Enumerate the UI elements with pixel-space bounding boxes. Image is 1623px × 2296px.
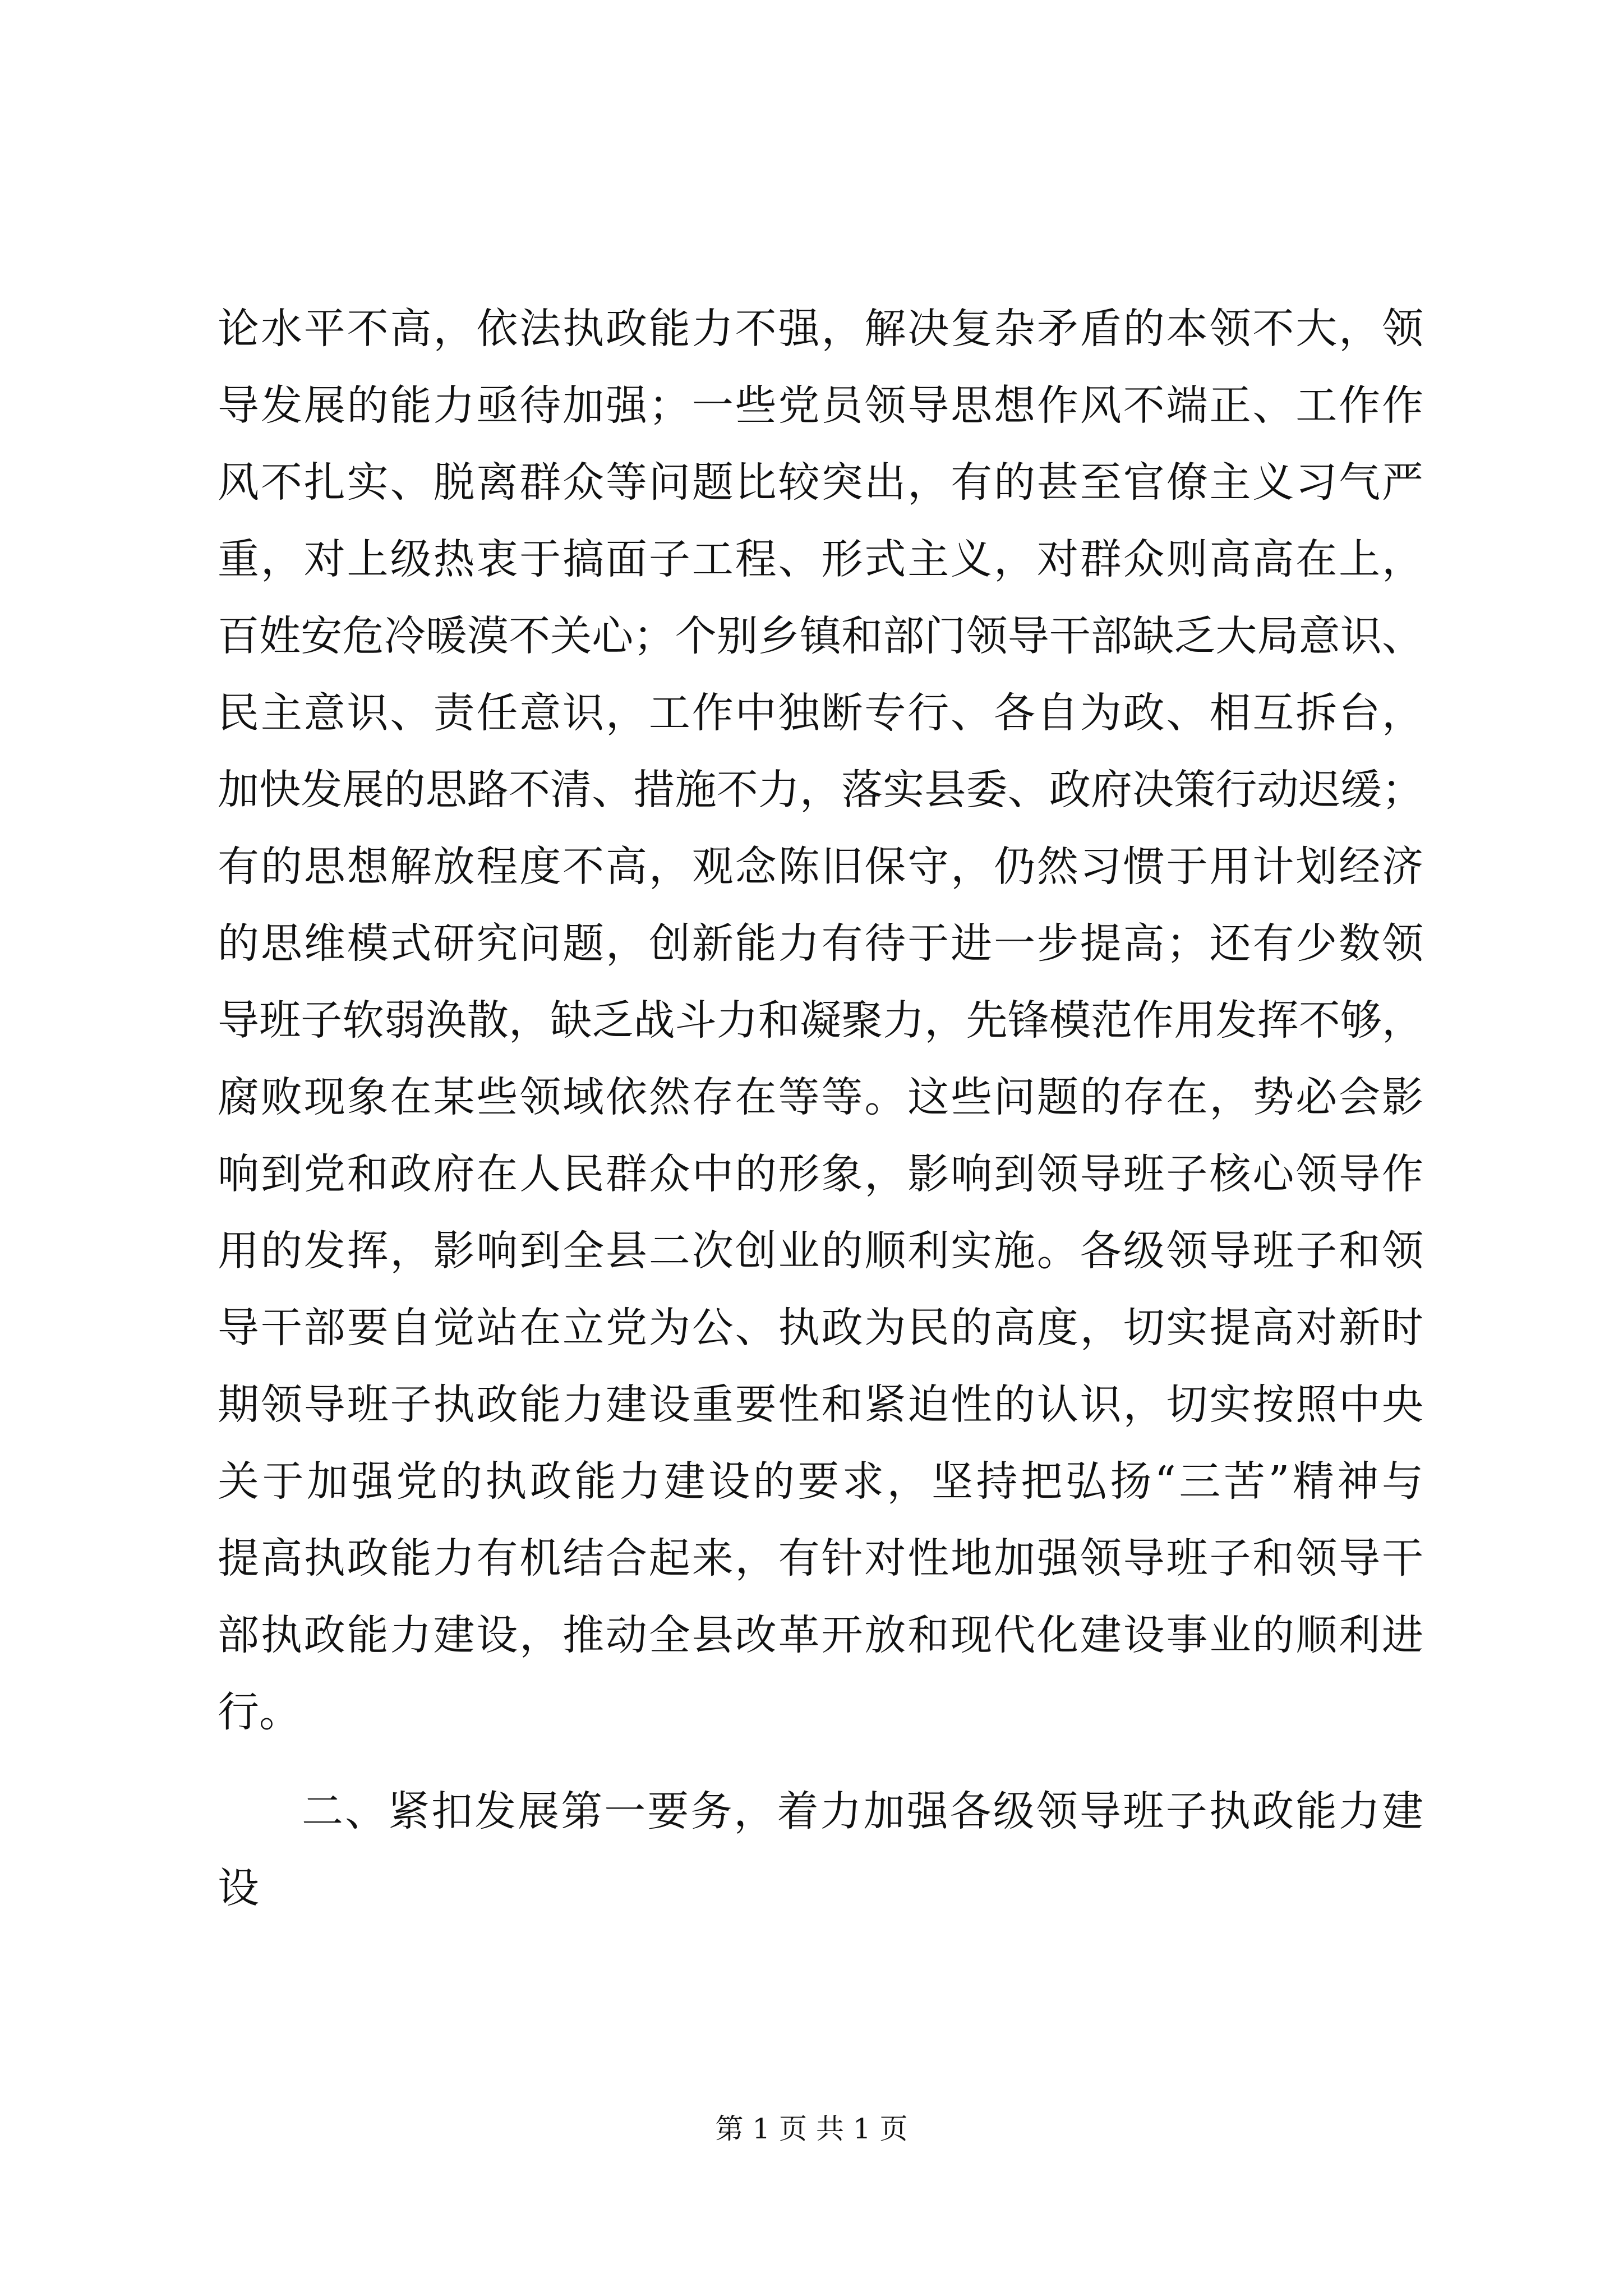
paragraph-line: 关于加强党的执政能力建设的要求，坚持把弘扬“三苦”精神与	[218, 1457, 1423, 1506]
paragraph-line: 论水平不高，依法执政能力不强，解决复杂矛盾的本领不大，领	[218, 305, 1423, 353]
paragraph-line: 腐败现象在某些领域依然存在等等。这些问题的存在，势必会影	[218, 1073, 1423, 1121]
paragraph-line: 期领导班子执政能力建设重要性和紧迫性的认识，切实按照中央	[218, 1381, 1423, 1429]
paragraph-line: 百姓安危冷暖漠不关心；个别乡镇和部门领导干部缺乏大局意识、	[218, 612, 1423, 660]
paragraph-line: 的思维模式研究问题，创新能力有待于进一步提高；还有少数领	[218, 919, 1423, 968]
paragraph-line: 加快发展的思路不清、措施不力，落实县委、政府决策行动迟缓；	[218, 766, 1423, 814]
paragraph-line: 民主意识、责任意识，工作中独断专行、各自为政、相互拆台，	[218, 689, 1423, 737]
section-heading-line: 二、紧扣发展第一要务，着力加强各级领导班子执政能力建	[302, 1787, 1423, 1835]
paragraph-line: 导班子软弱涣散，缺乏战斗力和凝聚力，先锋模范作用发挥不够，	[218, 996, 1423, 1045]
paragraph-line: 重，对上级热衷于搞面子工程、形式主义，对群众则高高在上，	[218, 535, 1423, 583]
page-footer	[0, 2109, 1623, 2148]
paragraph-line: 有的思想解放程度不高，观念陈旧保守，仍然习惯于用计划经济	[218, 843, 1423, 891]
paragraph-line: 提高执政能力有机结合起来，有针对性地加强领导班子和领导干	[218, 1534, 1423, 1582]
section-heading-last-line: 设	[218, 1864, 259, 1912]
document-body	[218, 291, 1423, 1927]
paragraph-last-line: 行。	[218, 1688, 301, 1736]
paragraph-line: 风不扎实、脱离群众等问题比较突出，有的甚至官僚主义习气严	[218, 458, 1423, 507]
paragraph-line: 部执政能力建设，推动全县改革开放和现代化建设事业的顺利进	[218, 1611, 1423, 1659]
paragraph-line: 导发展的能力亟待加强；一些党员领导思想作风不端正、工作作	[218, 381, 1423, 430]
paragraph-line: 导干部要自觉站在立党为公、执政为民的高度，切实提高对新时	[218, 1304, 1423, 1352]
paragraph-line: 响到党和政府在人民群众中的形象，影响到领导班子核心领导作	[218, 1150, 1423, 1198]
page-number-label: 第 1 页 共 1 页	[715, 2113, 908, 2145]
paragraph-line: 用的发挥，影响到全县二次创业的顺利实施。各级领导班子和领	[218, 1227, 1423, 1275]
